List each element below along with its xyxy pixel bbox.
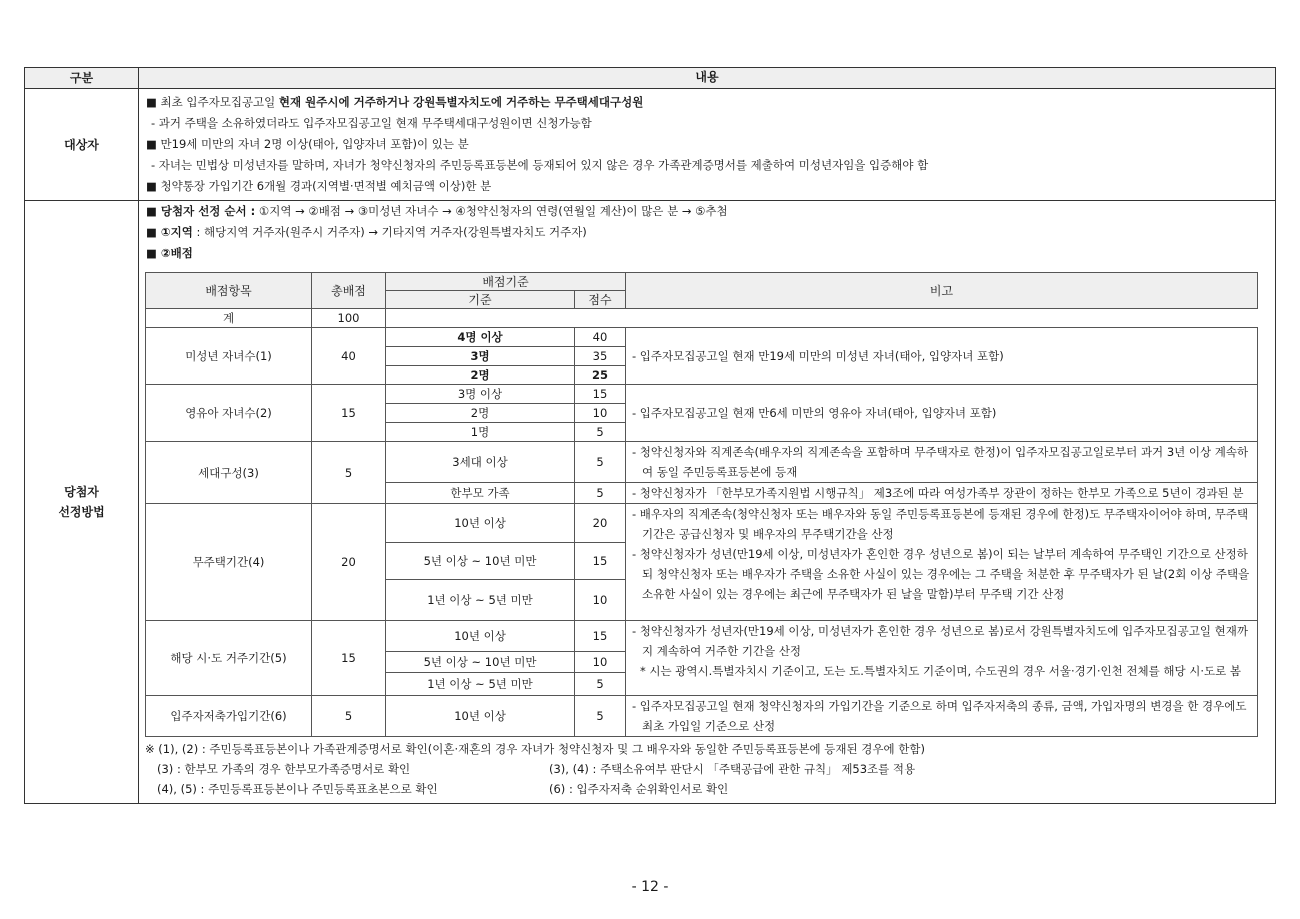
residence-points-1: 15 [575, 621, 626, 652]
infant-basis-3: 1명 [386, 423, 575, 442]
homeless-note [626, 504, 1258, 621]
household-points-2: 5 [575, 483, 626, 504]
table-row [146, 328, 1258, 347]
footnotes [139, 737, 1275, 803]
score-sum-label: 계 [146, 309, 312, 328]
score-header-criteria: 배점기준 [386, 273, 626, 291]
eligibility-line-1-bold: 현재 원주시에 거주하거나 강원특별자치도에 거주하는 무주택세대구성원 [278, 95, 644, 109]
minor-points-3 [575, 366, 626, 385]
homeless-name: 무주택기간(4) [146, 504, 312, 621]
footnote-3a: (4), (5) : 주민등록표등본이나 주민등록표초본으로 확인 [157, 782, 438, 796]
homeless-points-3: 10 [575, 580, 626, 621]
selection-row [25, 201, 1276, 804]
minor-basis-3-text: 2명 [470, 368, 490, 382]
score-sum-blank [386, 309, 1258, 328]
household-points-1: 5 [575, 442, 626, 483]
household-note-2 [626, 483, 1258, 504]
selection-content [139, 201, 1276, 804]
minor-note: - 입주자모집공고일 현재 만19세 미만의 미성년 자녀(태아, 입양자녀 포함) [626, 328, 1258, 385]
infant-basis-2: 2명 [386, 404, 575, 423]
minor-basis-2 [386, 347, 575, 366]
eligibility-line-4: - 자녀는 민법상 미성년자를 말하며, 자녀가 청약신청자의 주민등록표등본에 등재되어 있지 않은 경우 가족관계증명서를 제출하여 미성년자임을 입증해야 함 [151, 158, 929, 172]
table-row [146, 696, 1258, 737]
score-header-points: 점수 [575, 291, 626, 309]
savings-total: 5 [312, 696, 386, 737]
table-row [146, 504, 1258, 543]
household-note-1-text: - 청약신청자와 직계존속(배우자의 직계존속을 포함하며 무주택자로 한정)이 입주자모집공고일로부터 과거 3년 이상 계속하여 동일 주민등록표등본에 등재 [632, 445, 1249, 479]
table-header-row [25, 68, 1276, 89]
eligibility-label: 대상자 [25, 89, 139, 201]
table-row [146, 621, 1258, 652]
score-header-note: 비고 [626, 273, 1258, 309]
header-category: 구분 [25, 68, 139, 89]
selection-order-text: ①지역 → ②배점 → ③미성년 자녀수 → ④청약신청자의 연령(연월일 계산)이 많은 분 → ⑤추첨 [255, 204, 728, 218]
household-name: 세대구성(3) [146, 442, 312, 504]
footnote-2b: (3), (4) : 주택소유여부 판단시 「주택공급에 관한 규칙」 제53조를 적용 [549, 762, 916, 776]
homeless-total: 20 [312, 504, 386, 621]
minor-total: 40 [312, 328, 386, 385]
residence-points-2: 10 [575, 652, 626, 673]
minor-basis-1-text: 4명 이상 [457, 330, 503, 344]
eligibility-row [25, 89, 1276, 201]
minor-basis-1 [386, 328, 575, 347]
minor-basis-3 [386, 366, 575, 385]
residence-note-2: * 시는 광역시.특별자치시 기준이고, 도는 도.특별자치도 기준이며, 수도권의 경우 서울·경기·인천 전체를 해당 시·도로 봄 [640, 664, 1241, 678]
infant-note: - 입주자모집공고일 현재 만6세 미만의 영유아 자녀(태아, 입양자녀 포함) [626, 385, 1258, 442]
minor-name: 미성년 자녀수(1) [146, 328, 312, 385]
household-basis-1: 3세대 이상 [386, 442, 575, 483]
infant-total: 15 [312, 385, 386, 442]
residence-note-1: - 청약신청자가 성년자(만19세 이상, 미성년자가 혼인한 경우 성년으로 봄)로서 강원특별자치도에 입주자모집공고일 현재까지 계속하여 거주한 기간을 산정 [632, 624, 1248, 658]
homeless-basis-3: 1년 이상 ~ 5년 미만 [386, 580, 575, 621]
savings-points-1: 5 [575, 696, 626, 737]
eligibility-line-2: - 과거 주택을 소유하였더라도 입주자모집공고일 현재 무주택세대구성원이면 신청가능함 [151, 116, 592, 130]
eligibility-line-3: ■ 만19세 미만의 자녀 2명 이상(태아, 입양자녀 포함)이 있는 분 [146, 137, 469, 151]
household-basis-2: 한부모 가족 [386, 483, 575, 504]
score-header-item: 배점항목 [146, 273, 312, 309]
table-row [146, 442, 1258, 483]
selection-region-label: ■ ①지역 [146, 225, 193, 239]
homeless-basis-1: 10년 이상 [386, 504, 575, 543]
score-header-basis: 기준 [386, 291, 575, 309]
footnote-3b: (6) : 입주자저축 순위확인서로 확인 [549, 782, 729, 796]
eligibility-line-1 [139, 92, 1275, 113]
score-header-total: 총배점 [312, 273, 386, 309]
residence-total: 15 [312, 621, 386, 696]
residence-basis-2: 5년 이상 ~ 10년 미만 [386, 652, 575, 673]
homeless-note-1: - 배우자의 직계존속(청약신청자 또는 배우자와 동일 주민등록표등본에 등재된 경우에 한정)도 무주택자이어야 하며, 무주택기간은 공급신청자 및 배우자의 무주택기간을 산정 [632, 507, 1249, 541]
score-sum-value: 100 [312, 309, 386, 328]
selection-label-line-1: 당첨자 [64, 485, 99, 499]
selection-label [25, 201, 139, 804]
header-content: 내용 [139, 68, 1276, 89]
minor-points-2: 35 [575, 347, 626, 366]
infant-name: 영유아 자녀수(2) [146, 385, 312, 442]
score-sum-row [146, 309, 1258, 328]
savings-name: 입주자저축가입기간(6) [146, 696, 312, 737]
savings-note-text: - 입주자모집공고일 현재 청약신청자의 가입기간을 기준으로 하며 입주자저축의 종류, 금액, 가입자명의 변경을 한 경우에도 최초 가입일 기준으로 산정 [632, 699, 1247, 733]
footnote-3 [145, 779, 1275, 799]
footnote-2a: (3) : 한부모 가족의 경우 한부모가족증명서로 확인 [157, 762, 411, 776]
infant-points-1: 15 [575, 385, 626, 404]
homeless-basis-2: 5년 이상 ~ 10년 미만 [386, 543, 575, 580]
eligibility-line-5: ■ 청약통장 가입기간 6개월 경과(지역별·면적별 예치금액 이상)한 분 [146, 179, 492, 193]
residence-note [626, 621, 1258, 696]
eligibility-content [139, 89, 1276, 201]
homeless-points-2: 15 [575, 543, 626, 580]
savings-basis-1: 10년 이상 [386, 696, 575, 737]
footnote-2 [145, 759, 1275, 779]
selection-region-line [139, 222, 1275, 243]
minor-points-3-text: 25 [591, 368, 608, 382]
infant-points-2: 10 [575, 404, 626, 423]
household-total: 5 [312, 442, 386, 504]
table-row [146, 385, 1258, 404]
selection-score-label: ■ ②배점 [146, 246, 193, 260]
residence-basis-1: 10년 이상 [386, 621, 575, 652]
household-note-1 [626, 442, 1258, 483]
score-header-row [146, 273, 1258, 291]
infant-points-3: 5 [575, 423, 626, 442]
footnote-1: ※ (1), (2) : 주민등록표등본이나 가족관계증명서로 확인(이혼·재혼의 경우 자녀가 청약신청자 및 그 배우자와 동일한 주민등록표등본에 등재된 경우에 한함) [145, 742, 925, 756]
minor-basis-2-text: 3명 [470, 349, 490, 363]
selection-score-line [139, 243, 1275, 264]
eligibility-line-1-prefix: ■ 최초 입주자모집공고일 [146, 95, 279, 109]
selection-label-line-2: 선정방법 [58, 505, 105, 519]
minor-points-1: 40 [575, 328, 626, 347]
residence-basis-3: 1년 이상 ~ 5년 미만 [386, 673, 575, 696]
score-table [145, 272, 1258, 737]
selection-order-line [139, 201, 1275, 222]
homeless-note-2: - 청약신청자가 성년(만19세 이상, 미성년자가 혼인한 경우 성년으로 봄)이 되는 날부터 계속하여 무주택인 기간으로 산정하되 청약신청자 또는 배우자가 주택을 소유한 사실이 있는 경우에는 그 주택을 처분한 후 무주택자가 된 날(2회 이상 주택을 소유한 사실이 있는 경우에는 최근에 무주택자가 된 날을 말함)부터 무주택 기간 산정 [632, 547, 1250, 601]
infant-basis-1: 3명 이상 [386, 385, 575, 404]
selection-order-label: ■ 당첨자 선정 순서 : [146, 204, 256, 218]
selection-region-text: : 해당지역 거주자(원주시 거주자) → 기타지역 거주자(강원특별자치도 거주자) [192, 225, 587, 239]
page-number: - 12 - [631, 879, 669, 895]
residence-points-3: 5 [575, 673, 626, 696]
savings-note [626, 696, 1258, 737]
household-note-2-text: - 청약신청자가 「한부모가족지원법 시행규칙」 제3조에 따라 여성가족부 장관이 정하는 한부모 가족으로 5년이 경과된 분 [632, 486, 1244, 500]
homeless-points-1: 20 [575, 504, 626, 543]
residence-name: 해당 시·도 거주기간(5) [146, 621, 312, 696]
eligibility-table [24, 67, 1276, 804]
